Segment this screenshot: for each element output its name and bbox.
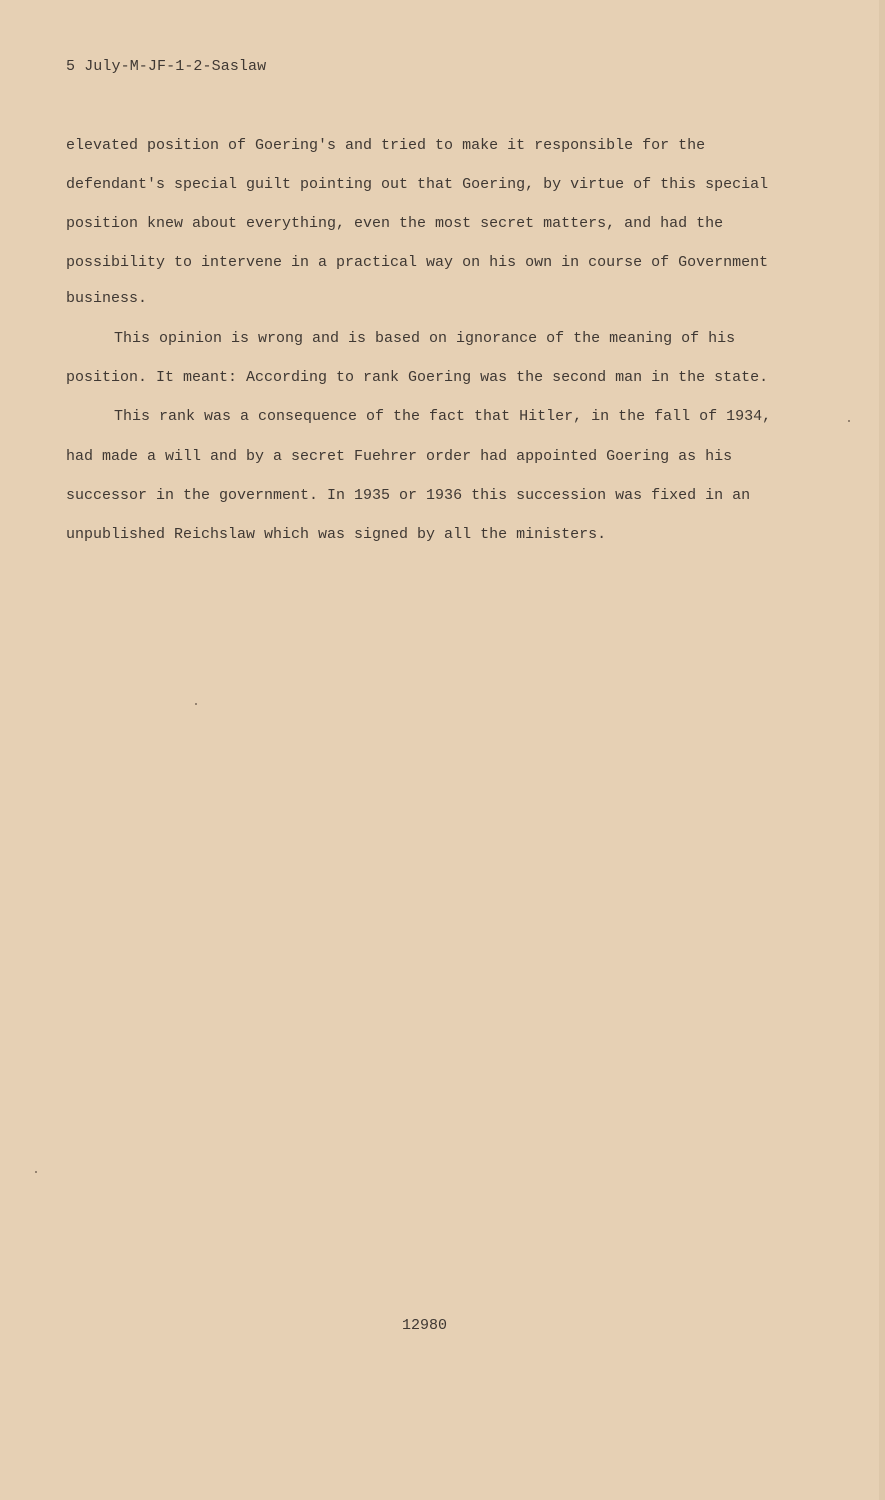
document-header: 5 July-M-JF-1-2-Saslaw: [66, 58, 267, 75]
text-line: position. It meant: According to rank Goering was the second man in the state.: [66, 369, 769, 386]
text-line: defendant's special guilt pointing out that Goering, by virtue of this special: [66, 176, 769, 193]
text-line: unpublished Reichslaw which was signed by all the ministers.: [66, 526, 607, 543]
paper-speck: [848, 420, 850, 422]
text-line: This opinion is wrong and is based on ignorance of the meaning of his: [114, 330, 736, 347]
paper-edge: [879, 0, 885, 1500]
paper-speck: [35, 1171, 37, 1173]
text-line: successor in the government. In 1935 or 1936 this succession was fixed in an: [66, 487, 751, 504]
text-line: had made a will and by a secret Fuehrer order had appointed Goering as his: [66, 448, 733, 465]
page-number: 12980: [402, 1317, 448, 1334]
text-line: This rank was a consequence of the fact that Hitler, in the fall of 1934,: [114, 408, 772, 425]
paper-speck: [195, 703, 197, 705]
text-line: business.: [66, 290, 148, 307]
text-line: elevated position of Goering's and tried to make it responsible for the: [66, 137, 706, 154]
text-line: possibility to intervene in a practical way on his own in course of Government: [66, 254, 769, 271]
text-line: position knew about everything, even the most secret matters, and had the: [66, 215, 724, 232]
